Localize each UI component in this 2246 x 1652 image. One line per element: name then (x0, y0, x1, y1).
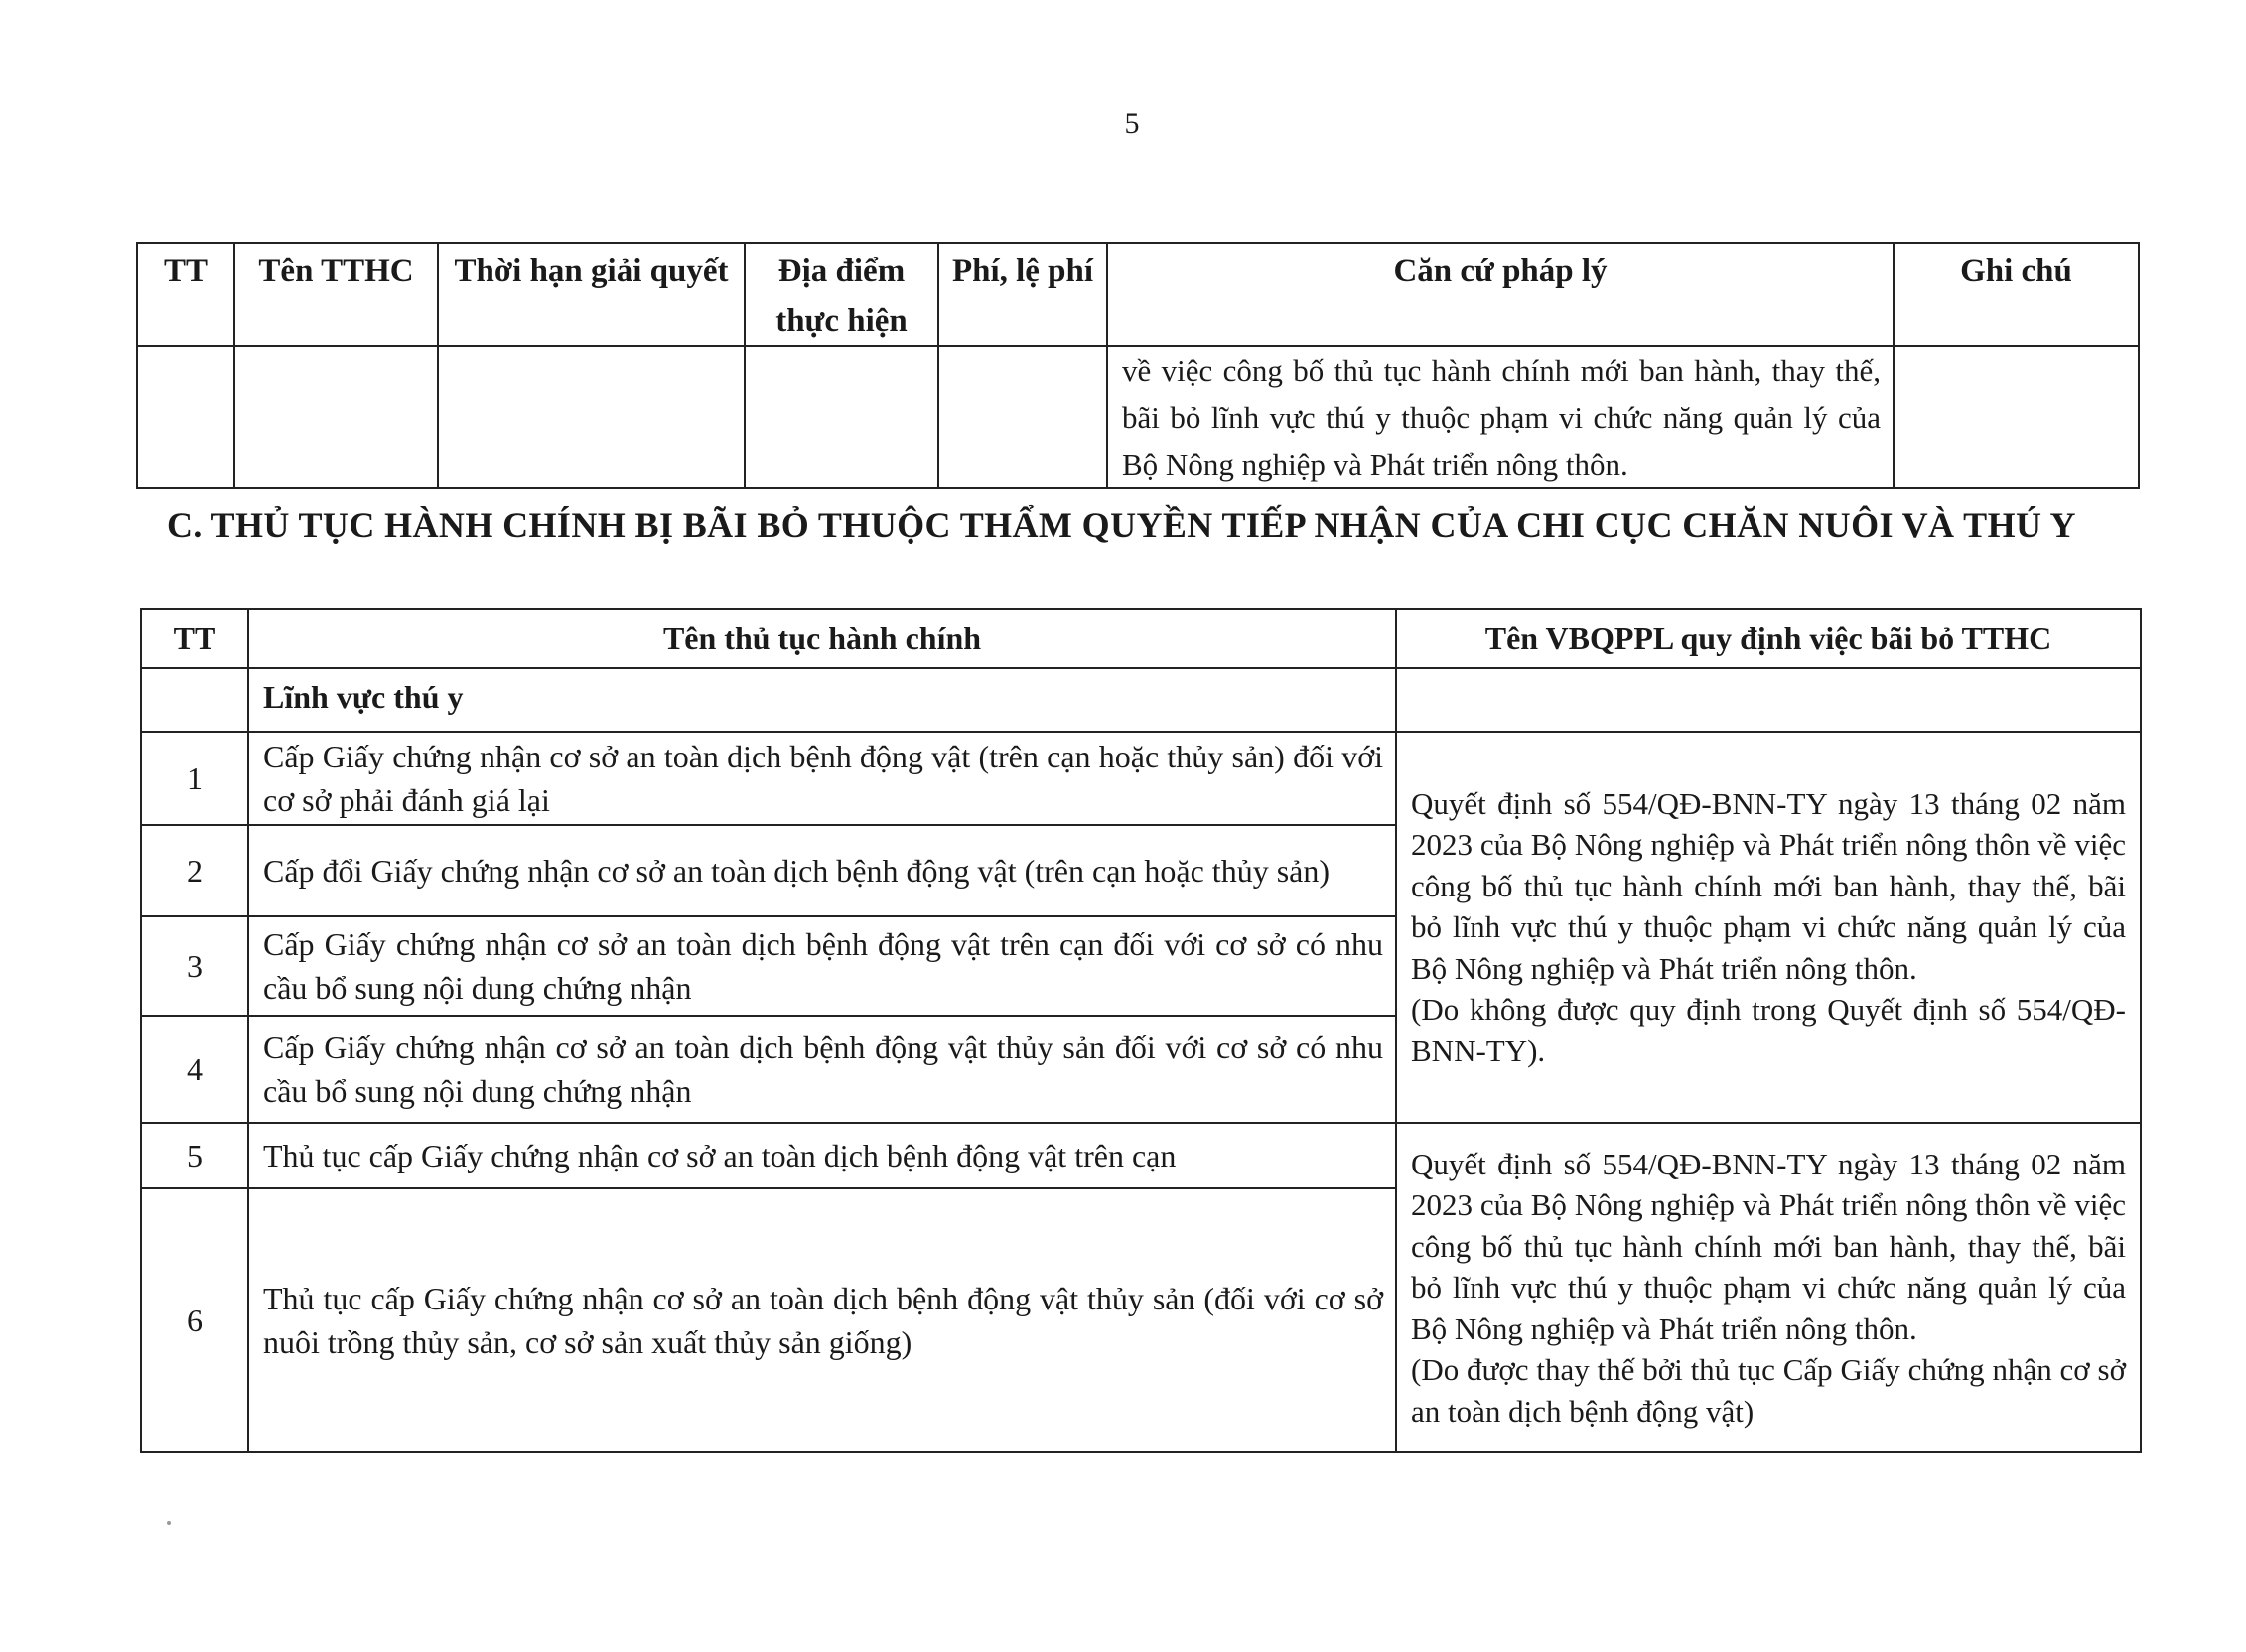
header-tt: TT (137, 243, 234, 346)
section-c-title: C. THỦ TỤC HÀNH CHÍNH BỊ BÃI BỎ THUỘC THẨM QUYỀN TIẾP NHẬN CỦA CHI CỤC CHĂN NUÔI VÀ THÚ Y (167, 505, 2076, 545)
page-number: 5 (1124, 107, 1140, 140)
legal-decision: Quyết định số 554/QĐ-BNN-TY ngày 13 tháng 02 năm 2023 của Bộ Nông nghiệp và Phát triển nông thôn về việc công bố thủ tục hành chính mới ban hành, thay thế, bãi bỏ lĩnh vực thú y thuộc phạm vi chức năng quản lý của Bộ Nông nghiệp và Phát triển nông thôn. (1411, 785, 2126, 986)
procedure-name: Thủ tục cấp Giấy chứng nhận cơ sở an toàn dịch bệnh động vật trên cạn (248, 1123, 1396, 1188)
row-number: 6 (141, 1188, 248, 1452)
procedure-name: Thủ tục cấp Giấy chứng nhận cơ sở an toàn dịch bệnh động vật thủy sản (đối với cơ sở nuôi trồng thủy sản, cơ sở sản xuất thủy sản giống) (248, 1188, 1396, 1452)
table-header-row (137, 243, 2139, 346)
procedure-name: Cấp đổi Giấy chứng nhận cơ sở an toàn dịch bệnh động vật (trên cạn hoặc thủy sản) (248, 825, 1396, 916)
header-legal-basis: Căn cứ pháp lý (1107, 243, 1894, 346)
header-legal-document: Tên VBQPPL quy định việc bãi bỏ TTHC (1396, 609, 2141, 668)
table-row (141, 1123, 2141, 1188)
header-processing-time: Thời hạn giải quyết (438, 243, 745, 346)
abolished-procedures-table (140, 608, 2142, 1453)
legal-decision: Quyết định số 554/QĐ-BNN-TY ngày 13 tháng 02 năm 2023 của Bộ Nông nghiệp và Phát triển nông thôn về việc công bố thủ tục hành chính mới ban hành, thay thế, bãi bỏ lĩnh vực thú y thuộc phạm vi chức năng quản lý của Bộ Nông nghiệp và Phát triển nông thôn. (1411, 1146, 2126, 1346)
row-number: 5 (141, 1123, 248, 1188)
legal-note: (Do không được quy định trong Quyết định số 554/QĐ-BNN-TY). (1411, 992, 2126, 1068)
header-fees: Phí, lệ phí (938, 243, 1107, 346)
header-procedure-name: Tên TTHC (234, 243, 438, 346)
cell-empty (438, 346, 745, 488)
row-number: 1 (141, 732, 248, 825)
procedure-name: Cấp Giấy chứng nhận cơ sở an toàn dịch bệnh động vật (trên cạn hoặc thủy sản) đối với cơ sở phải đánh giá lại (248, 732, 1396, 825)
procedure-name: Cấp Giấy chứng nhận cơ sở an toàn dịch bệnh động vật trên cạn đối với cơ sở có nhu cầu bổ sung nội dung chứng nhận (248, 916, 1396, 1016)
table-row (141, 732, 2141, 825)
header-tt: TT (141, 609, 248, 668)
header-location: Địa điểm thực hiện (745, 243, 938, 346)
field-row (141, 668, 2141, 732)
cell-empty (141, 668, 248, 732)
legal-document-group-2 (1396, 1123, 2141, 1452)
field-label: Lĩnh vực thú y (248, 668, 1396, 732)
legal-basis-continuation: về việc công bố thủ tục hành chính mới ban hành, thay thế, bãi bỏ lĩnh vực thú y thuộc phạm vi chức năng quản lý của Bộ Nông nghiệp và Phát triển nông thôn. (1107, 346, 1894, 488)
row-number: 2 (141, 825, 248, 916)
cell-empty (745, 346, 938, 488)
procedures-continuation-table (136, 242, 2140, 489)
legal-document-group-1 (1396, 732, 2141, 1123)
legal-note: (Do được thay thế bởi thủ tục Cấp Giấy chứng nhận cơ sở an toàn dịch bệnh động vật) (1411, 1352, 2126, 1429)
procedure-name: Cấp Giấy chứng nhận cơ sở an toàn dịch bệnh động vật thủy sản đối với cơ sở có nhu cầu bổ sung nội dung chứng nhận (248, 1016, 1396, 1123)
cell-empty (938, 346, 1107, 488)
header-notes: Ghi chú (1894, 243, 2139, 346)
header-procedure-name: Tên thủ tục hành chính (248, 609, 1396, 668)
table-row (137, 346, 2139, 488)
scan-speck (167, 1521, 171, 1525)
cell-empty (1894, 346, 2139, 488)
cell-empty (137, 346, 234, 488)
cell-empty (1396, 668, 2141, 732)
table-header-row (141, 609, 2141, 668)
row-number: 4 (141, 1016, 248, 1123)
cell-empty (234, 346, 438, 488)
row-number: 3 (141, 916, 248, 1016)
